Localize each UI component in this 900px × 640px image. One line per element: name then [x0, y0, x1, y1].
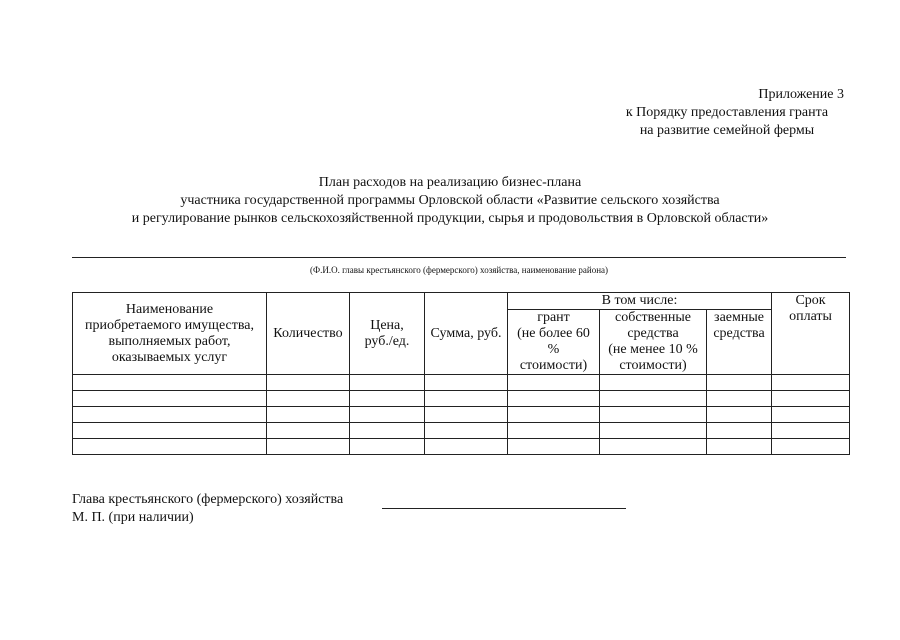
- name-fill-line: [72, 257, 846, 258]
- document-title: [60, 174, 840, 228]
- header-own-l4: стоимости): [619, 358, 687, 373]
- expense-plan-table: [72, 292, 850, 455]
- table-cell: [772, 423, 850, 439]
- table-cell: [425, 375, 508, 391]
- table-cell: [600, 375, 707, 391]
- header-price: [350, 293, 425, 375]
- table-cell: [508, 391, 600, 407]
- table-cell: [73, 439, 267, 455]
- header-borrowed: [707, 310, 772, 375]
- header-item: [73, 293, 267, 375]
- signature-block: [72, 491, 343, 527]
- table-cell: [350, 407, 425, 423]
- table-cell: [425, 407, 508, 423]
- table-cell: [73, 391, 267, 407]
- table-cell: [707, 407, 772, 423]
- appendix-reference-cont: на развитие семейной фермы: [639, 123, 815, 138]
- table-cell: [350, 375, 425, 391]
- name-caption: (Ф.И.О. главы крестьянского (фермерского) хозяйства, наименование района): [309, 265, 609, 275]
- table-cell: [707, 439, 772, 455]
- title-line-1: План расходов на реализацию бизнес-плана: [318, 175, 582, 190]
- appendix-number: Приложение 3: [758, 87, 844, 102]
- header-own-l1: собственные: [614, 310, 691, 325]
- header-item-l3: выполняемых работ,: [108, 333, 231, 349]
- table-row: [73, 375, 850, 391]
- table-row: [73, 439, 850, 455]
- header-sum: Сумма, руб.: [425, 293, 508, 375]
- table-cell: [772, 375, 850, 391]
- header-own-l3: (не менее 10 %: [608, 342, 698, 357]
- header-borrowed-l2: средства: [713, 326, 765, 341]
- table-cell: [508, 407, 600, 423]
- table-cell: [600, 439, 707, 455]
- table-cell: [600, 423, 707, 439]
- header-term-l1: Срок: [795, 293, 826, 308]
- table-cell: [707, 423, 772, 439]
- table-cell: [707, 391, 772, 407]
- table-cell: [73, 407, 267, 423]
- table-cell: [508, 439, 600, 455]
- table-cell: [600, 391, 707, 407]
- header-price-l2: руб./ед.: [364, 333, 410, 349]
- table-cell: [425, 423, 508, 439]
- header-grant: [508, 310, 600, 375]
- table-cell: [350, 423, 425, 439]
- table-cell: [772, 439, 850, 455]
- appendix-reference: к Порядку предоставления гранта: [625, 105, 829, 120]
- table-cell: [73, 423, 267, 439]
- table-row: [73, 423, 850, 439]
- title-line-2: участника государственной программы Орловской области «Развитие сельского хозяйства: [180, 193, 720, 208]
- header-item-l2: приобретаемого имущества,: [85, 317, 254, 333]
- header-borrowed-l1: заемные: [714, 310, 764, 325]
- header-term: [772, 293, 850, 375]
- header-item-l4: оказываемых услуг: [111, 349, 228, 365]
- table-cell: [267, 423, 350, 439]
- table-cell: [425, 391, 508, 407]
- table-cell: [707, 375, 772, 391]
- table-row: [73, 407, 850, 423]
- table-body: [73, 375, 850, 455]
- header-grant-l2: (не более 60 %: [517, 326, 590, 357]
- table-cell: [267, 391, 350, 407]
- header-item-l1: Наименование: [125, 301, 214, 317]
- table-cell: [772, 391, 850, 407]
- table-cell: [350, 439, 425, 455]
- table-cell: [267, 375, 350, 391]
- table-cell: [508, 423, 600, 439]
- header-price-l1: Цена,: [370, 317, 404, 333]
- header-term-l2: оплаты: [789, 309, 832, 324]
- header-own-funds: [600, 310, 707, 375]
- title-line-3: и регулирование рынков сельскохозяйственной продукции, сырья и продовольствия в Орловской области»: [131, 211, 769, 226]
- table-cell: [73, 375, 267, 391]
- head-of-farm-label: Глава крестьянского (фермерского) хозяйства: [72, 492, 344, 507]
- appendix-header: [600, 86, 854, 140]
- table-cell: [350, 391, 425, 407]
- table-cell: [425, 439, 508, 455]
- table-cell: [772, 407, 850, 423]
- seal-label: М. П. (при наличии): [72, 510, 194, 525]
- table-cell: [508, 375, 600, 391]
- signature-line: [382, 508, 626, 509]
- header-own-l2: средства: [627, 326, 679, 341]
- table-cell: [600, 407, 707, 423]
- table-cell: [267, 439, 350, 455]
- table-cell: [267, 407, 350, 423]
- header-grant-l3: стоимости): [519, 358, 588, 373]
- table-row: [73, 391, 850, 407]
- header-including: В том числе:: [508, 293, 772, 310]
- header-grant-l1: грант: [537, 310, 570, 325]
- header-quantity: Количество: [267, 293, 350, 375]
